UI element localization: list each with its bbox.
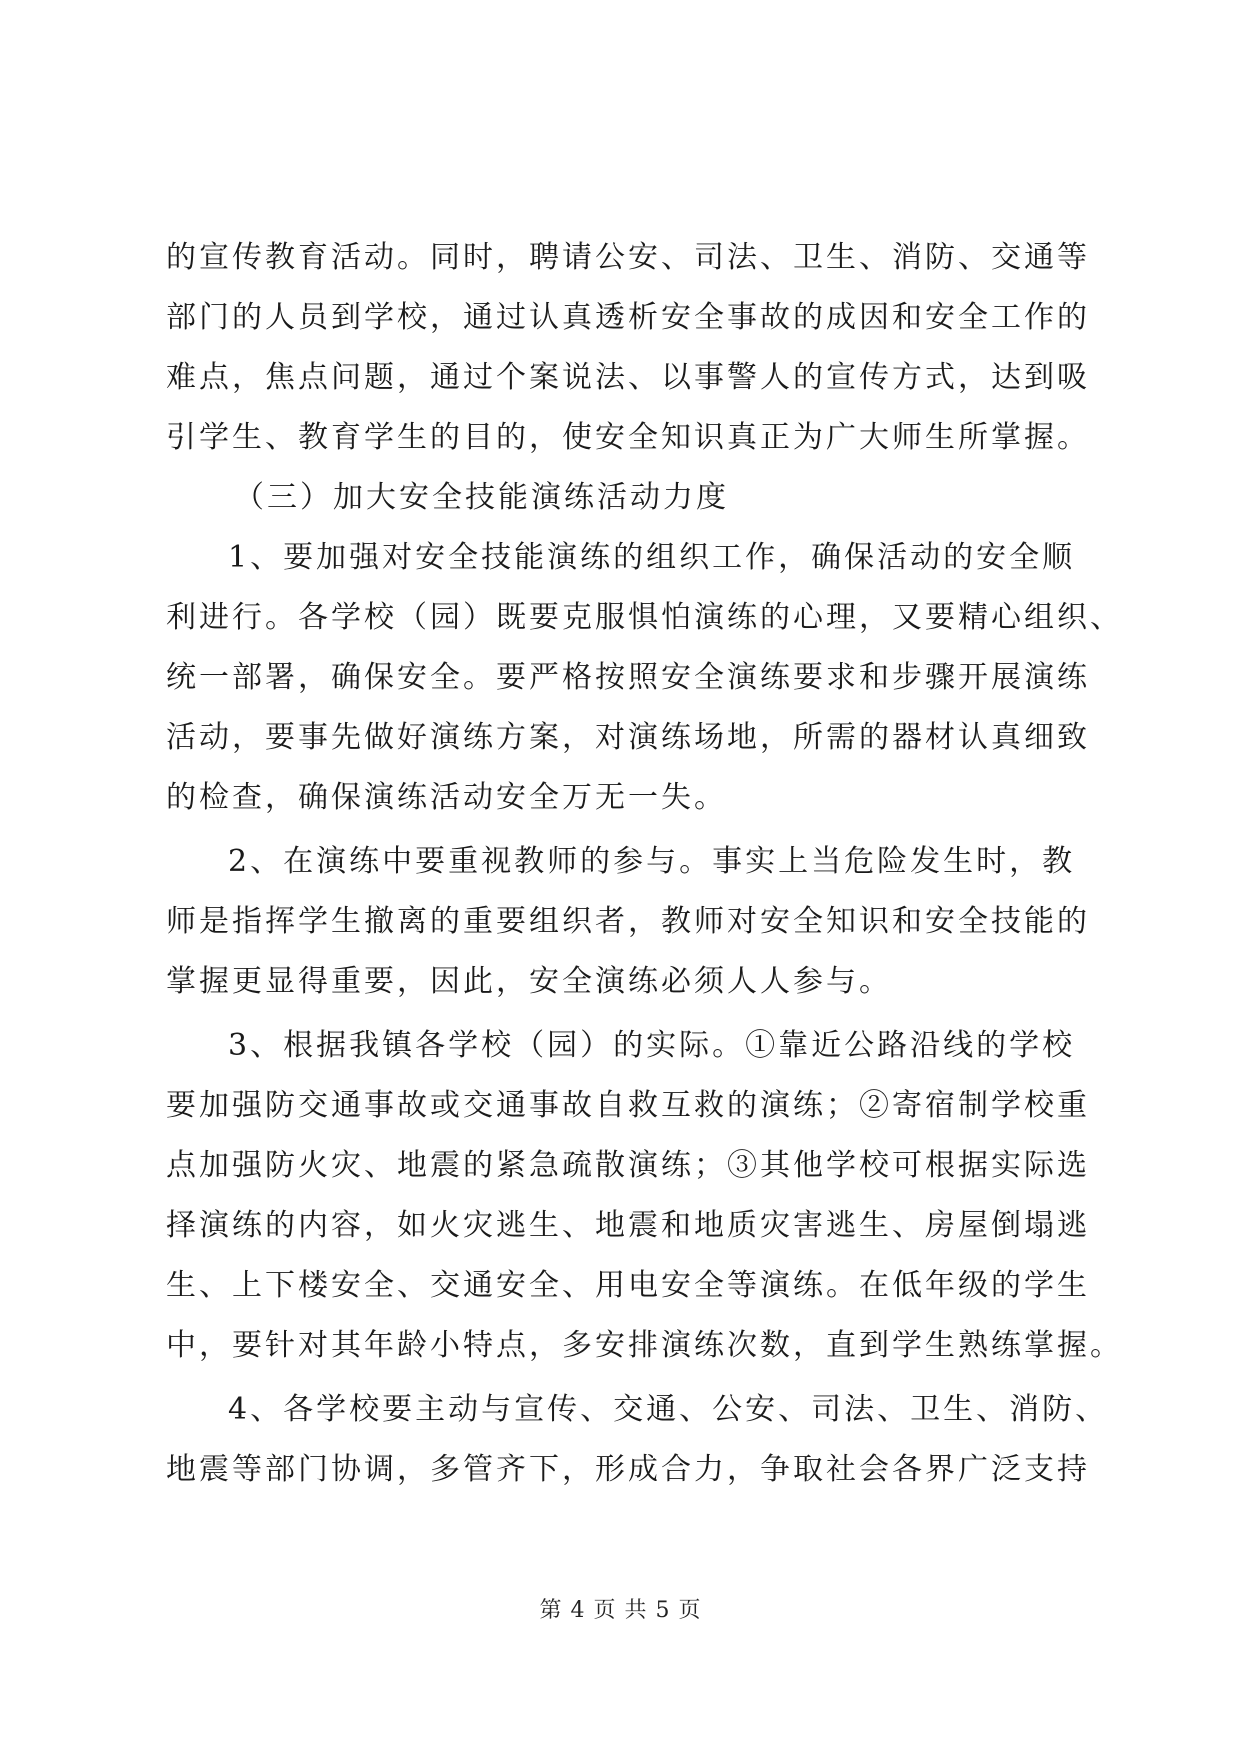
- text-line: 的检查，确保演练活动安全万无一失。: [166, 780, 727, 815]
- paragraph-item-3: [166, 1016, 1123, 1376]
- text-line: 活动，要事先做好演练方案，对演练场地，所需的器材认真细致: [166, 720, 1090, 755]
- paragraph-item-1: [166, 528, 1123, 828]
- paragraph-item-2: [166, 832, 1096, 1012]
- text-line: 师是指挥学生撤离的重要组织者，教师对安全知识和安全技能的: [166, 904, 1090, 939]
- section-heading: （三）加大安全技能演练活动力度: [234, 480, 729, 515]
- text-line: 点加强防火灾、地震的紧急疏散演练；③其他学校可根据实际选: [166, 1148, 1090, 1183]
- text-line: 生、上下楼安全、交通安全、用电安全等演练。在低年级的学生: [166, 1268, 1090, 1303]
- text-line: 统一部署，确保安全。要严格按照安全演练要求和步骤开展演练: [166, 660, 1090, 695]
- text-line: 3、根据我镇各学校（园）的实际。①靠近公路沿线的学校: [228, 1028, 1076, 1063]
- text-line: 难点，焦点问题，通过个案说法、以事警人的宣传方式，达到吸: [166, 360, 1090, 395]
- text-line: 4、各学校要主动与宣传、交通、公安、司法、卫生、消防、: [228, 1392, 1109, 1427]
- text-line: 择演练的内容，如火灾逃生、地震和地质灾害逃生、房屋倒塌逃: [166, 1208, 1090, 1243]
- text-line: 2、在演练中要重视教师的参与。事实上当危险发生时，教: [228, 844, 1076, 879]
- text-line: 部门的人员到学校，通过认真透析安全事故的成因和安全工作的: [166, 300, 1090, 335]
- paragraph-publicity: [166, 228, 1096, 468]
- text-line: 要加强防交通事故或交通事故自救互救的演练；②寄宿制学校重: [166, 1088, 1090, 1123]
- text-line: 引学生、教育学生的目的，使安全知识真正为广大师生所掌握。: [166, 420, 1090, 455]
- text-line: 中，要针对其年龄小特点，多安排演练次数，直到学生熟练掌握。: [166, 1328, 1123, 1363]
- paragraph-item-4: [166, 1380, 1109, 1500]
- document-body: [166, 228, 1123, 1500]
- text-line: 利进行。各学校（园）既要克服惧怕演练的心理，又要精心组织、: [166, 600, 1123, 635]
- text-line: 掌握更显得重要，因此，安全演练必须人人参与。: [166, 964, 892, 999]
- text-line: 1、要加强对安全技能演练的组织工作，确保活动的安全顺: [228, 540, 1076, 575]
- text-line: 的宣传教育活动。同时，聘请公安、司法、卫生、消防、交通等: [166, 240, 1090, 275]
- page-footer: 第 4 页 共 5 页: [539, 1598, 702, 1623]
- text-line: 地震等部门协调，多管齐下，形成合力，争取社会各界广泛支持: [166, 1452, 1090, 1487]
